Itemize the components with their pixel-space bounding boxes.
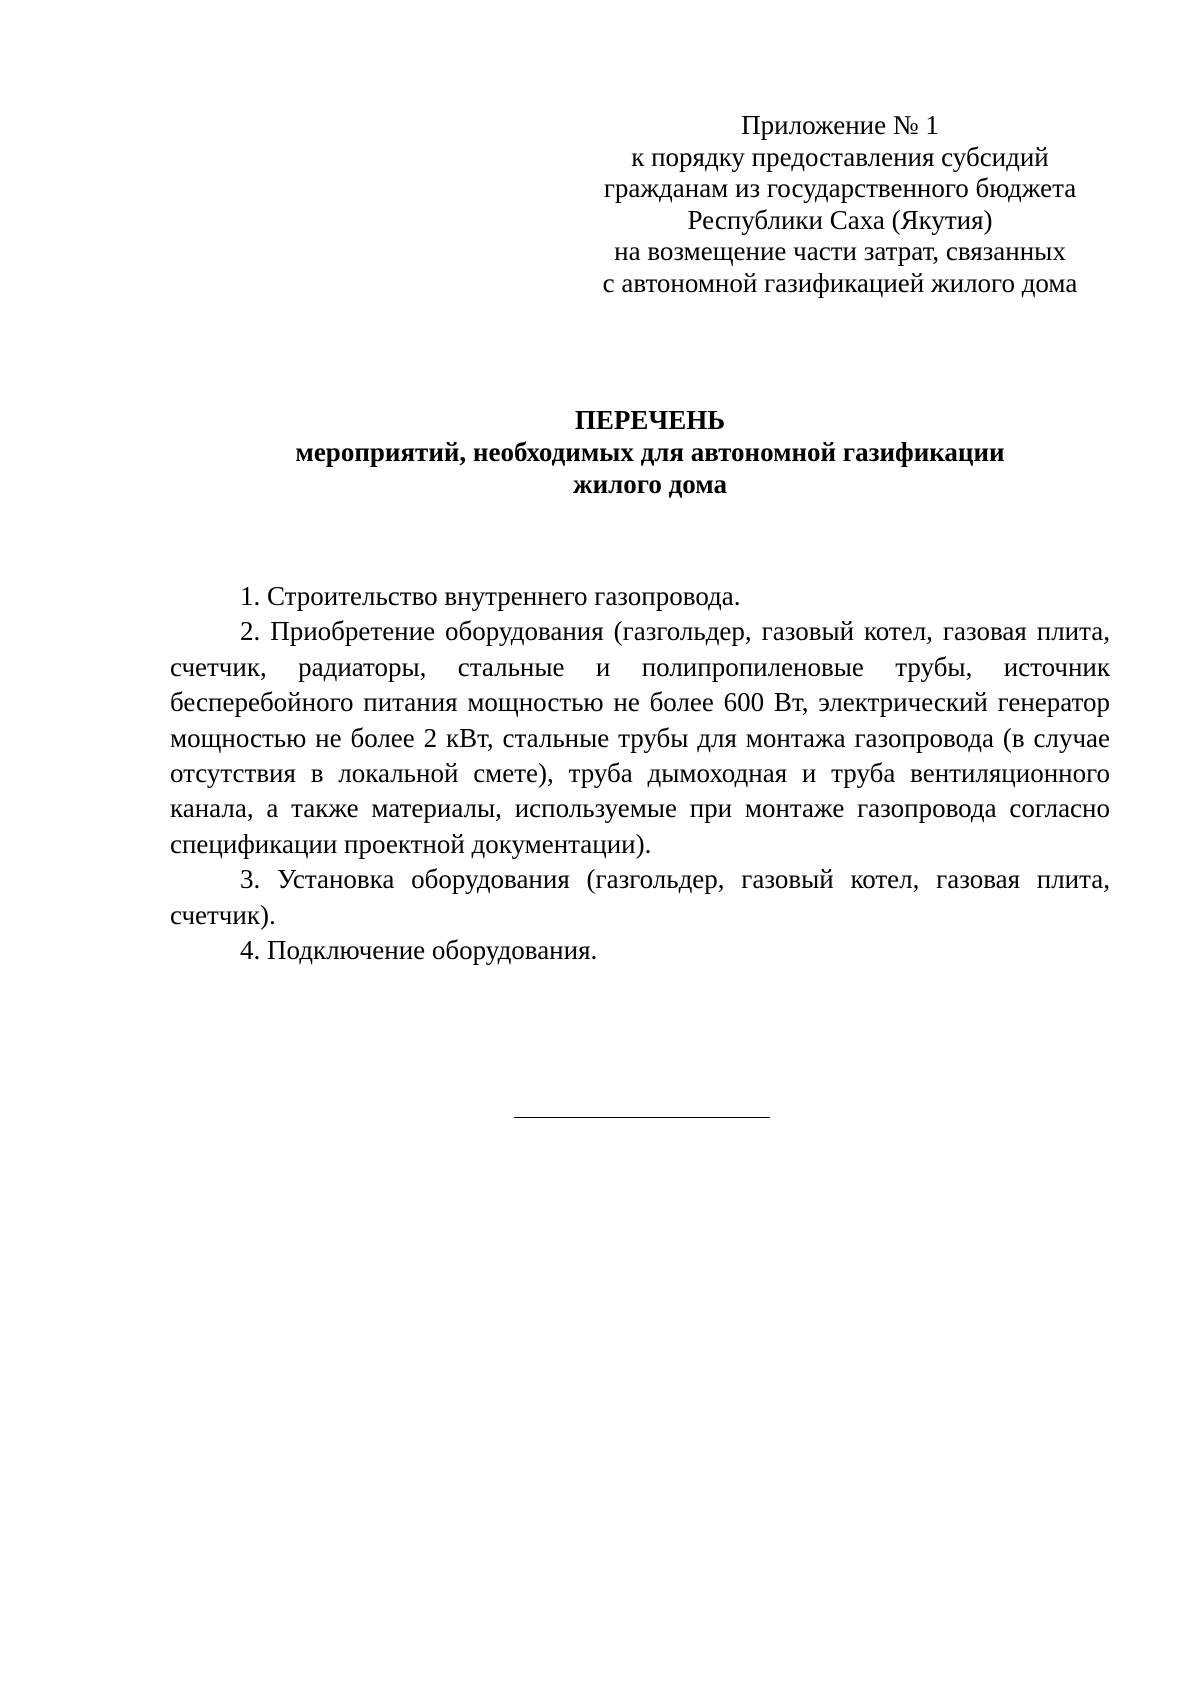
appendix-line: Республики Саха (Якутия) (687, 204, 993, 235)
closing-rule (514, 1117, 770, 1118)
title-subtitle-line: мероприятий, необходимых для автономной газификации (295, 437, 1005, 467)
appendix-line: на возмещение части затрат, связанных (614, 236, 1066, 266)
list-item: 3. Установка оборудования (газгольдер, газовый котел, газовая плита, счетчик). (170, 864, 1110, 930)
title-subtitle-line: жилого дома (573, 469, 727, 499)
title-heading: ПЕРЕЧЕНЬ (574, 405, 726, 435)
list-item: 4. Подключение оборудования. (240, 935, 598, 966)
appendix-header (560, 110, 1120, 299)
list-item: 1. Строительство внутреннего газопровода. (240, 581, 741, 611)
appendix-line: гражданам из государственного бюджета (603, 173, 1077, 203)
list-item: 2. Приобретение оборудования (газгольдер, газовый котел, газовая плита, счетчик, радиаторы, стальные и полипропиленовые трубы, источник бесперебойного питания мощностью не более 600 Вт, электрический генератор мощностью не более 2 кВт, стальные трубы для монтажа газопровода (в случае отсутствия в локальной смете), труба дымоходная и труба вентиляционного канала, а также материалы, используемые при монтаже газопровода согласно спецификации проектной документации). (170, 616, 1110, 859)
appendix-line: с автономной газификацией жилого дома (602, 267, 1078, 298)
appendix-line: Приложение № 1 (741, 110, 939, 140)
appendix-line: к порядку предоставления субсидий (631, 141, 1049, 172)
measures-list (170, 579, 1110, 968)
document-title (170, 404, 1130, 500)
